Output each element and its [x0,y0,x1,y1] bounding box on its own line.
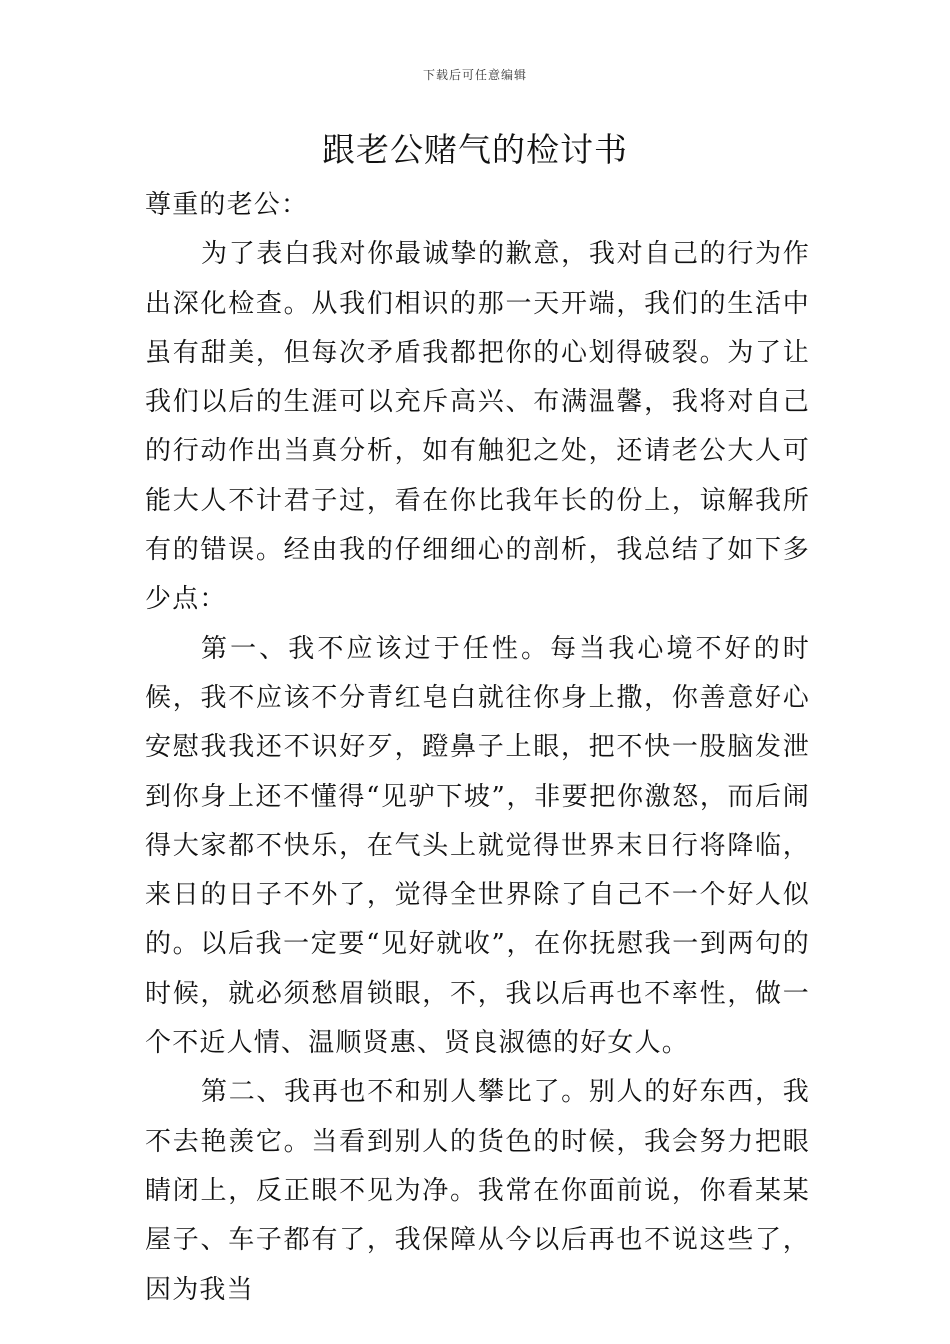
paragraph-point-two: 第二、我再也不和别人攀比了。别人的好东西，我不去艳羡它。当看到别人的货色的时候，我会努力把眼睛闭上，反正眼不见为净。我常在你面前说，你看某某屋子、车子都有了，我保障从今以后再也不说这些了，因为我当 [145,1077,810,1305]
document-title: 跟老公赌气的检讨书 [322,130,628,169]
paragraph-point-one: 第一、我不应该过于任性。每当我心境不好的时候，我不应该不分青红皂白就往你身上撒，你善意好心安慰我我还不识好歹，蹬鼻子上眼，把不快一股脑发泄到你身上还不懂得“见驴下坡”，非要把你激怒，而后闹得大家都不快乐，在气头上就觉得世界末日行将降临，来日的日子不外了，觉得全世界除了自己不一个好人似的。以后我一定要“见好就收”，在你抚慰我一到两句的时候，就必须愁眉锁眼，不，我以后再也不率性，做一个不近人情、温顺贤惠、贤良淑德的好女人。 [145,633,810,1059]
document-body [145,181,810,1315]
paragraph-apology: 为了表白我对你最诚挚的歉意，我对自己的行为作出深化检查。从我们相识的那一天开端，我们的生活中虽有甜美，但每次矛盾我都把你的心划得破裂。为了让我们以后的生涯可以充斥高兴、布满温馨，我将对自己的行动作出当真分析，如有触犯之处，还请老公大人可能大人不计君子过，看在你比我年长的份上，谅解我所有的错误。经由我的仔细细心的剖析，我总结了如下多少点： [145,239,810,615]
header-note: 下载后可任意编辑 [422,68,527,82]
salutation: 尊重的老公： [145,190,309,220]
